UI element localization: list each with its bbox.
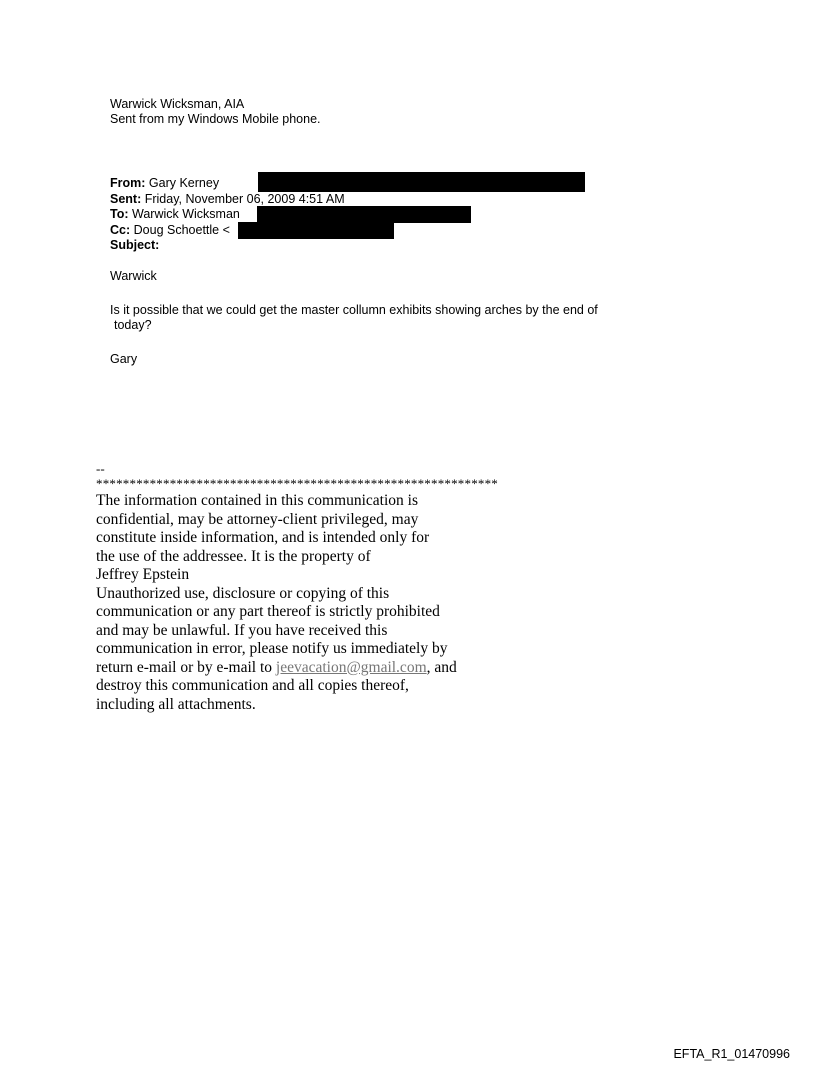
cc-value: Doug Schoettle < bbox=[133, 222, 230, 237]
redaction-box bbox=[238, 222, 394, 239]
signature-device-line: Sent from my Windows Mobile phone. bbox=[110, 112, 321, 126]
message-body-line: Is it possible that we could get the master collumn exhibits showing arches by the end of bbox=[110, 303, 598, 317]
disclaimer-line: Unauthorized use, disclosure or copying of this bbox=[96, 584, 390, 602]
separator-dashes: -- bbox=[96, 461, 105, 476]
document-id: EFTA_R1_01470996 bbox=[673, 1047, 790, 1061]
cc-label: Cc: bbox=[110, 222, 131, 237]
disclaimer-line: communication or any part thereof is strictly prohibited bbox=[96, 603, 440, 620]
email-header-block bbox=[110, 176, 345, 254]
disclaimer-return-line bbox=[96, 659, 498, 678]
to-value: Warwick Wicksman bbox=[132, 207, 240, 221]
subject-line bbox=[110, 238, 345, 254]
disclaimer-line: confidential, may be attorney-client privileged, may bbox=[96, 510, 419, 528]
disclaimer-line: and may be unlawful. If you have received this bbox=[96, 621, 388, 639]
message-greeting: Warwick bbox=[110, 269, 157, 283]
email-link[interactable]: jeevacation@gmail.com bbox=[275, 658, 427, 676]
disclaimer-line: including all attachments. bbox=[96, 695, 256, 713]
signature-name: Warwick Wicksman, AIA bbox=[110, 97, 245, 111]
from-value: Gary Kerney bbox=[148, 176, 220, 190]
return-prefix: return e-mail or by e-mail to bbox=[96, 658, 276, 676]
to-label: To: bbox=[110, 207, 129, 221]
separator-asterisks: ************************************************************ bbox=[96, 476, 498, 491]
message-body-line: today? bbox=[114, 318, 152, 332]
redaction-box bbox=[257, 206, 471, 223]
disclaimer-line: destroy this communication and all copies thereof, bbox=[96, 677, 409, 694]
disclaimer-line: Jeffrey Epstein bbox=[96, 566, 190, 583]
to-line bbox=[110, 207, 345, 223]
disclaimer-line: The information contained in this communication is bbox=[96, 492, 418, 509]
redaction-box bbox=[258, 172, 585, 192]
confidentiality-disclaimer bbox=[96, 462, 498, 714]
cc-line bbox=[110, 223, 345, 239]
signature-block bbox=[110, 97, 321, 127]
sent-line bbox=[110, 192, 345, 208]
from-label: From: bbox=[110, 176, 146, 190]
subject-label: Subject: bbox=[110, 238, 160, 252]
disclaimer-line: communication in error, please notify us immediately by bbox=[96, 640, 448, 657]
sent-value: Friday, November 06, 2009 4:51 AM bbox=[144, 191, 345, 206]
from-line bbox=[110, 176, 345, 192]
disclaimer-line: the use of the addressee. It is the property of bbox=[96, 547, 371, 565]
sent-label: Sent: bbox=[110, 191, 142, 206]
disclaimer-line: constitute inside information, and is intended only for bbox=[96, 529, 430, 546]
return-suffix: , and bbox=[426, 658, 457, 676]
message-closing: Gary bbox=[110, 352, 138, 366]
message-body bbox=[110, 303, 598, 333]
